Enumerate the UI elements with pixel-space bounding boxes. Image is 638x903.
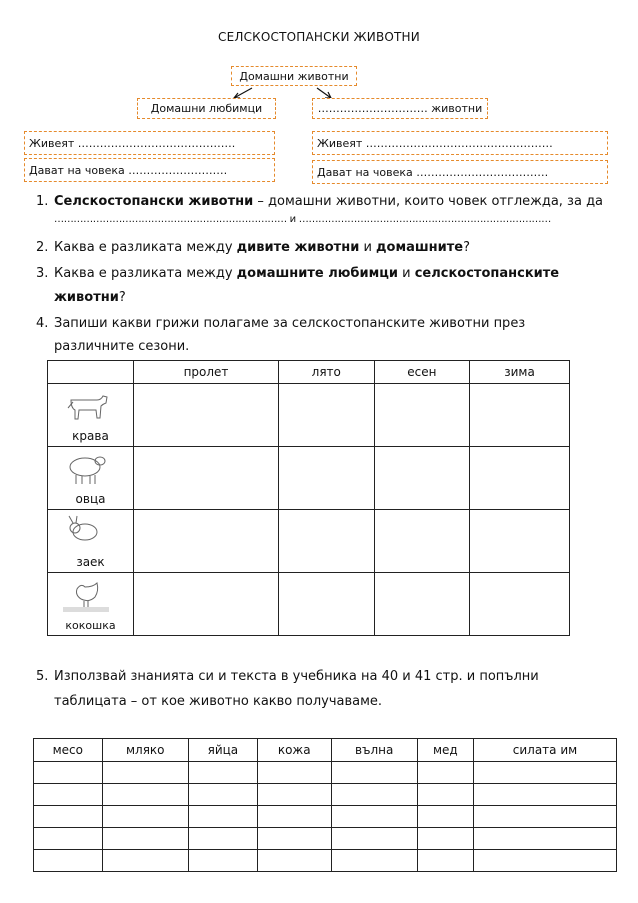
other-gives-text: Дават на човека ……………………………… — [317, 165, 549, 179]
table-cell[interactable] — [417, 828, 473, 850]
table-cell[interactable] — [278, 573, 374, 636]
question-1-answer-line[interactable] — [54, 214, 551, 225]
table-cell[interactable] — [417, 806, 473, 828]
q1-text: – домашни животни, които човек отглежда, за да — [253, 194, 604, 209]
animal-cell-rabbit — [48, 510, 134, 573]
season-header-summer: лято — [278, 361, 374, 384]
table-cell[interactable] — [188, 762, 257, 784]
q2-text-d: ? — [463, 240, 471, 255]
seasons-header-row — [48, 361, 570, 384]
table-cell[interactable] — [34, 762, 103, 784]
season-header-autumn: есен — [374, 361, 470, 384]
q1-line2: ……………………………………………………………… и …………………………………………………………………… — [54, 214, 551, 225]
table-cell[interactable] — [102, 784, 188, 806]
q4-text: Запиши какви грижи полагаме за селскостопанските животни през — [54, 316, 526, 331]
table-cell[interactable] — [473, 828, 616, 850]
q2-text-c: и — [359, 240, 377, 255]
table-cell[interactable] — [34, 828, 103, 850]
table-cell[interactable] — [257, 784, 331, 806]
table-cell[interactable] — [34, 784, 103, 806]
table-cell[interactable] — [473, 762, 616, 784]
table-cell[interactable] — [374, 510, 470, 573]
rabbit-icon — [63, 514, 109, 552]
product-header-milk: мляко — [102, 739, 188, 762]
table-cell[interactable] — [102, 828, 188, 850]
table-cell[interactable] — [34, 850, 103, 872]
sheep-icon — [63, 451, 109, 489]
question-2 — [36, 239, 470, 257]
table-row — [48, 573, 570, 636]
question-5-line2 — [54, 694, 382, 709]
product-header-wool: вълна — [331, 739, 417, 762]
question-3-line2 — [54, 290, 126, 305]
table-cell[interactable] — [102, 850, 188, 872]
other-lives-text: Живеят …………………………………………… — [317, 136, 553, 150]
q3-bold-2: селскостопанските — [414, 266, 560, 281]
product-header-leather: кожа — [257, 739, 331, 762]
question-4 — [36, 315, 525, 333]
table-cell[interactable] — [470, 510, 570, 573]
animal-label-sheep: овца — [75, 492, 106, 506]
other-gives-box — [312, 160, 608, 184]
table-cell[interactable] — [331, 850, 417, 872]
q4-line2: различните сезони. — [54, 339, 190, 354]
animal-cell-cow — [48, 384, 134, 447]
diagram-arrows — [0, 0, 638, 110]
table-cell[interactable] — [470, 384, 570, 447]
pets-gives-box — [24, 158, 275, 182]
table-cell[interactable] — [473, 784, 616, 806]
table-row — [48, 447, 570, 510]
product-header-honey: мед — [417, 739, 473, 762]
products-header-row — [34, 739, 617, 762]
pets-lives-text: Живеят ……………………………………. — [29, 136, 236, 150]
root-label: Домашни животни — [239, 69, 349, 83]
table-row — [34, 806, 617, 828]
cow-icon — [63, 388, 109, 426]
table-cell[interactable] — [188, 806, 257, 828]
question-5 — [36, 668, 539, 686]
table-cell[interactable] — [134, 447, 279, 510]
table-cell[interactable] — [102, 806, 188, 828]
table-cell[interactable] — [417, 850, 473, 872]
hen-icon — [63, 577, 109, 615]
table-row — [34, 828, 617, 850]
q2-bold-1: дивите животни — [236, 240, 360, 255]
table-cell[interactable] — [374, 573, 470, 636]
q3-text-c: и — [397, 266, 415, 281]
table-cell[interactable] — [331, 806, 417, 828]
table-row — [34, 784, 617, 806]
table-row — [48, 510, 570, 573]
q3-number: 3. — [36, 266, 49, 281]
table-row — [48, 384, 570, 447]
season-header-spring: пролет — [134, 361, 279, 384]
seasons-header-corner — [48, 361, 134, 384]
pets-box — [137, 98, 276, 119]
animal-cell-hen — [48, 573, 134, 636]
table-cell[interactable] — [417, 784, 473, 806]
table-row — [34, 762, 617, 784]
table-cell[interactable] — [134, 510, 279, 573]
table-cell[interactable] — [278, 447, 374, 510]
q5-line2: таблицата – от кое животно какво получаваме. — [54, 694, 383, 709]
table-cell[interactable] — [278, 510, 374, 573]
q3-text-a: Каква е разликата между — [54, 266, 237, 281]
table-cell[interactable] — [473, 850, 616, 872]
table-cell[interactable] — [331, 784, 417, 806]
table-cell[interactable] — [257, 828, 331, 850]
table-cell[interactable] — [34, 806, 103, 828]
q2-bold-2: домашните — [376, 240, 464, 255]
table-cell[interactable] — [257, 850, 331, 872]
seasons-table — [47, 360, 570, 636]
q1-bold: Селскостопански животни — [54, 194, 254, 209]
season-header-winter: зима — [470, 361, 570, 384]
animal-label-cow: крава — [72, 429, 109, 443]
table-cell[interactable] — [470, 573, 570, 636]
q3-bold-3: животни — [54, 290, 119, 305]
table-cell[interactable] — [374, 384, 470, 447]
table-cell[interactable] — [331, 762, 417, 784]
table-cell[interactable] — [417, 762, 473, 784]
other-animals-box — [312, 98, 488, 119]
q2-number: 2. — [36, 240, 49, 255]
table-cell[interactable] — [188, 784, 257, 806]
table-cell[interactable] — [470, 447, 570, 510]
q3-end: ? — [118, 290, 126, 305]
pets-label: Домашни любимци — [150, 102, 263, 115]
table-cell[interactable] — [331, 828, 417, 850]
q2-text-a: Каква е разликата между — [54, 240, 237, 255]
other-animals-label: ………………………… животни — [317, 102, 483, 115]
table-cell[interactable] — [257, 806, 331, 828]
product-header-meat: месо — [34, 739, 103, 762]
animal-label-hen: кокошка — [65, 619, 116, 632]
products-table — [33, 738, 617, 872]
animal-cell-sheep — [48, 447, 134, 510]
table-cell[interactable] — [134, 573, 279, 636]
animal-label-rabbit: заек — [76, 555, 105, 569]
table-cell[interactable] — [102, 762, 188, 784]
table-cell[interactable] — [257, 762, 331, 784]
table-cell[interactable] — [188, 828, 257, 850]
pets-lives-box — [24, 131, 275, 155]
q3-bold-1: домашните любимци — [236, 266, 398, 281]
q4-number: 4. — [36, 316, 49, 331]
table-cell[interactable] — [278, 384, 374, 447]
q1-number: 1. — [36, 194, 49, 209]
question-4-line2 — [54, 339, 189, 354]
other-lives-box — [312, 131, 608, 155]
table-cell[interactable] — [134, 384, 279, 447]
pets-gives-text: Дават на човека ……………………… — [29, 163, 228, 177]
page-title: СЕЛСКОСТОПАНСКИ ЖИВОТНИ — [218, 30, 420, 44]
q5-text: Използвай знанията си и текста в учебника на 40 и 41 стр. и попълни — [54, 669, 539, 684]
question-3 — [36, 265, 559, 283]
table-row — [34, 850, 617, 872]
table-cell[interactable] — [188, 850, 257, 872]
q5-number: 5. — [36, 669, 49, 684]
question-1 — [36, 193, 603, 211]
left-arrow — [234, 88, 252, 98]
table-cell[interactable] — [473, 806, 616, 828]
product-header-eggs: яйца — [188, 739, 257, 762]
product-header-strength: силата им — [473, 739, 616, 762]
table-cell[interactable] — [374, 447, 470, 510]
